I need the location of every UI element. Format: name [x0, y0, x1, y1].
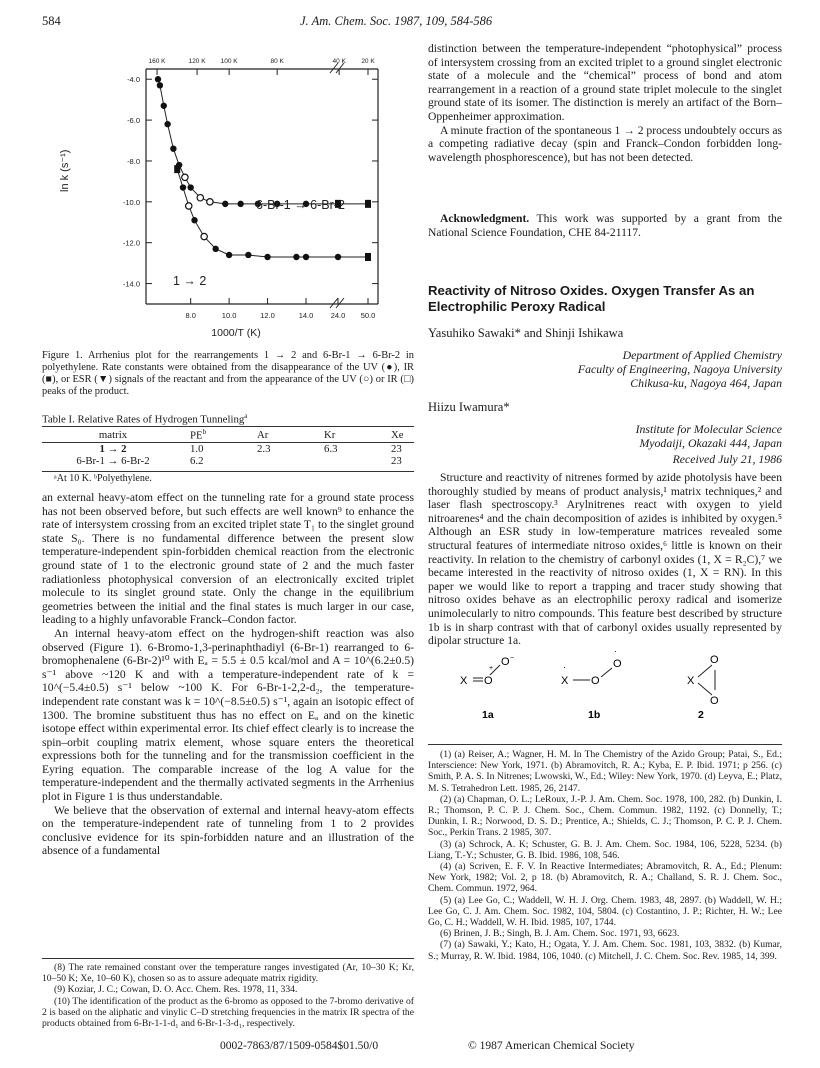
data-point-filled [293, 254, 299, 260]
affiliation-2 [428, 422, 782, 466]
data-point-ir [174, 165, 180, 173]
received-date: Received July 21, 1986 [672, 452, 782, 466]
authors-2: Hiizu Iwamura* [428, 400, 510, 414]
data-point-filled [264, 254, 270, 260]
references [428, 749, 782, 962]
table-row [42, 443, 414, 455]
x-tick-label: 50.0 [360, 311, 376, 320]
y-tick-label: -4.0 [127, 75, 140, 85]
th-matrix: matrix [98, 428, 128, 441]
data-point-filled [226, 252, 232, 258]
table-cell: 6.3 [324, 443, 338, 455]
paragraph: distinction between the temperature-independent “photophysical” process of intersystem crossing from an excited triplet to a ground singlet electronic state of a molecule and the “chemical” process of bond and atom rearrangement in a reaction of a ground state triplet molecule to the singlet ground state of its isomer. The distinction is merely an artifact of the Born–Oppenheimer approximation. [428, 42, 782, 123]
footnote: (8) The rate remained constant over the temperature ranges investigated (Ar, 10–30 K; Kr, 10–50 K; Xe, 10–60 K), chosen so as to assure adequate matrix rigidity. [42, 962, 414, 985]
struct-x-1a: X [460, 675, 468, 687]
y-axis-label: ln k (s⁻¹) [59, 149, 71, 192]
journal-header: J. Am. Chem. Soc. 1987, 109, 584-586 [300, 14, 493, 28]
y-tick-label: -6.0 [127, 116, 140, 126]
data-point-filled [161, 103, 167, 109]
th-pe-sup: b [202, 428, 207, 436]
left-column-body [42, 491, 414, 858]
data-point-filled [180, 184, 186, 190]
reference: (4) (a) Scriven, E. F. V. In Reactive Intermediates; Abramovitch, R. A., Ed.; Plenum: New York, 1982; Vol. 2, p 18. (b) Abramovitch, R. A.; Challand, S. R. J. Chem. Soc., Chem. Commun. 1972, 964. [428, 861, 782, 895]
affiliation-1 [428, 348, 782, 390]
reference: (3) (a) Schrock, A. K; Schuster, G. B. J. Am. Chem. Soc. 1984, 106, 5228, 5234. (b) Liang, T.-Y.; Schuster, G. B. Ibid. 1986, 108, 546. [428, 838, 782, 861]
table-cell: 1 → 2 [99, 443, 127, 455]
data-point-filled [335, 254, 341, 260]
ack-heading: Acknowledgment. [440, 212, 530, 225]
top-tick-label: 80 K [270, 58, 284, 65]
table-cell [251, 455, 318, 467]
top-tick-label: 160 K [148, 58, 166, 65]
affiliation-line: Chikusa-ku, Nagoya 464, Japan [630, 376, 782, 390]
reference: (7) (a) Sawaki, Y.; Kato, H.; Ogata, Y. J. Am. Chem. Soc. 1981, 103, 3832. (b) Kumar, S.; Murray, R. W. Ibid. 1984, 106, 1040. (c) Mitchell, J. C. Chem. Soc. Rev. 1985, 14, 399. [428, 939, 782, 962]
left-footnotes [42, 962, 414, 1029]
table-title-sup: a [244, 412, 248, 420]
table-row [42, 455, 414, 467]
data-point-filled [237, 201, 243, 207]
paragraph: A minute fraction of the spontaneous 1 → 2 process undoubtely occurs as a competing radiative decay (spin and Franck–Condon forbidden long-wavelength phosphorescence), but has not been detected. [428, 123, 782, 164]
struct-dot2-1b: · [614, 646, 617, 656]
table-cell: 1.0 [190, 443, 204, 455]
data-point-filled [155, 76, 161, 82]
footer-copyright: © 1987 American Chemical Society [468, 1040, 635, 1052]
paragraph: We believe that the observation of external and internal heavy-atom effects on the temperature-independent rate of tunneling from 1 to 2 provides conclusive evidence for its spin-forbidden nature and an illustration of the absence of a fundamental [42, 803, 414, 858]
y-tick-label: -12.0 [122, 238, 140, 248]
table-cell: 6-Br-1 → 6-Br-2 [76, 455, 150, 467]
th-xe: Xe [391, 428, 404, 441]
x-tick-label: 8.0 [185, 311, 196, 320]
figure-1 [48, 42, 413, 347]
ack-text: This work was supported by a grant from the National Science Foundation, CHE 84-21117. [428, 212, 782, 239]
affiliation-line: Faculty of Engineering, Nagoya University [577, 362, 782, 376]
struct-o2-2: O [710, 695, 719, 707]
structure-drawings [428, 632, 782, 722]
struct-o-1b: O [591, 675, 600, 687]
data-point-filled [157, 82, 163, 88]
table-1 [42, 428, 414, 442]
top-tick-label: 40 K [332, 58, 346, 65]
struct-charge-1a: + [489, 665, 494, 672]
article-title: Reactivity of Nitroso Oxides. Oxygen Transfer As an Electrophilic Peroxy Radical [428, 283, 755, 314]
series-line-2 [177, 169, 368, 257]
x-tick-label: 24.0 [330, 311, 346, 320]
struct-label-1b: 1b [588, 709, 601, 721]
curve-label-6br: 6-Br-1 → 6-Br-2 [256, 198, 345, 212]
x-axis-label: 1000/T (K) [211, 327, 261, 339]
data-point-ir [365, 200, 371, 208]
table-cell: 6.2 [190, 455, 204, 467]
struct-o-1a: O [484, 675, 493, 687]
paragraph: Structure and reactivity of nitrenes formed by azide photolysis have been thoroughly studied by means of product analysis,¹ matrix techniques,² and laser flash spectroscopy.³ Arylnitrenes react with oxygen to yield nitroarenes⁴ and the chain decomposition of azides is inhibited by oxygen.⁵ Although an ESR study in low-temperature matrices revealed some structural features of intermediate nitroso oxides,⁶ little is known on their reactivity. In relation to the chemistry of carbonyl oxides (1, X = R₂C),⁷ we became interested in the reactivity of nitroso oxides (1, X = RN). In this paper we would like to report a trapping and tracer study showing that nitroso oxides behave as an electrophilic peroxy radical and isomerize unimolecularly to nitro compounds. This feature best described by structure 1b is in sharp contrast with that of carbonyl oxides usually represented by dipolar structure 1a. [428, 471, 782, 648]
structures [428, 632, 782, 722]
data-point-open [186, 203, 192, 209]
top-tick-label: 20 K [361, 58, 375, 65]
data-point-filled [170, 145, 176, 151]
reference: (2) (a) Chapman, O. L.; LeRoux, J.-P. J. Am. Chem. Soc. 1978, 100, 282. (b) Dunkin, I. R.; Thomson, P. C. P. J. Chem. Soc., Chem. Commun. 1982, 1192. (c) Donnelly, T.; Dunkin, I. R.; Norwood, D. S. D.; Prentice, A.; Shields, C. J.; Thomson, P. C. P. J. Chem. Soc., Perkin Trans. 2 1985, 307. [428, 793, 782, 839]
table-cell: 2.3 [257, 443, 271, 455]
table-body [42, 443, 414, 467]
paragraph: An internal heavy-atom effect on the hydrogen-shift reaction was also observed (Figure 1). 6-Bromo-1,3-perinaphthadiyl (6-Br-1) rearranged to 6-bromophenalene (6-Br-2)¹⁰ with Eₐ = 5.5 ± 0.5 kcal/mol and A = 10^(6.2±0.5) s⁻¹ above ~120 K and with a temperature-independent rate of k = 10^(−5.4±0.5) s⁻¹ below ~100 K. For 6-Br-1-2,2-d₂, the temperature-independent rate constant was k = 10^(−8.5±0.5) s⁻¹, again an isotopic effect of 1300. The bromine substituent thus has no effect on Eₐ and on the kinetic isotope effect within experimental error. Its chief effect clearly is to increase the spin–orbit coupling matrix element, whose square enters the theoretical expressions both for the tunneling and for the transmission coefficient in the Eyring equation. The comparable increase of the log A value for the temperature-independent and the thermally activated segments in the Arrhenius plot in Figure 1 is thus understandable. [42, 626, 414, 804]
x-tick-label: 14.0 [298, 311, 314, 320]
th-pe-text: PE [190, 429, 203, 442]
table-cell: 23 [391, 455, 402, 467]
footnote: (9) Koziar, J. C.; Cowan, D. O. Acc. Chem. Res. 1978, 11, 334. [54, 984, 298, 996]
right-column-top [428, 42, 782, 164]
table-header-row [42, 428, 414, 442]
y-tick-label: -8.0 [127, 156, 140, 166]
acknowledgment [428, 212, 782, 239]
struct-o-2: O [710, 654, 719, 666]
table-rule-bottom [42, 471, 414, 472]
data-point-ir [365, 253, 371, 261]
authors-1: Yasuhiko Sawaki* and Shinji Ishikawa [428, 326, 624, 340]
data-point-open [182, 174, 188, 180]
th-kr: Kr [324, 428, 336, 441]
affiliation-line: Myodaiji, Okazaki 444, Japan [639, 436, 782, 450]
references-rule [428, 744, 782, 745]
data-point-filled [164, 121, 170, 127]
th-ar: Ar [257, 428, 269, 441]
struct-o2-1a: O [501, 656, 510, 668]
y-tick-label: -14.0 [122, 279, 140, 289]
table-footnote: ᵃAt 10 K. ᵇPolyethylene. [54, 473, 152, 484]
data-point-filled [245, 252, 251, 258]
paragraph: an external heavy-atom effect on the tunneling rate for a ground state process has not been observed before, but such effects are well known⁹ to enhance the rate of intersystem crossing from an excited triplet state T₁ to the singlet ground state S₀. There is no fundamental difference between the present slow temperature-independent spin-forbidden chemical reaction from the electronic ground state of 1 to the electronic ground state of 2 and the much faster radiationless photophysical conversion of an electronically excited triplet molecule to its singlet ground state. Only the change in the equilibrium geometries between the initial and the final states is much larger in our case, leading to a highly unfavorable Franck–Condon factor. [42, 491, 414, 627]
struct-x-2: X [687, 675, 695, 687]
footnote-rule [42, 958, 414, 959]
reference: (6) Brinen, J. B.; Singh, B. J. Am. Chem. Soc. 1971, 93, 6623. [440, 928, 680, 940]
reference: (1) (a) Reiser, A.; Wagner, H. M. In The Chemistry of the Azido Group; Patai, S., Ed.; Interscience: New York, 1971. (b) Abramovitch, R. A.; Kyba, E. P. Ibid. 1971; p 256. (c) Smith, P. A. S. In Nitrenes; Lwowski, W., Ed.; Wiley: New York, 1970. (d) Leyva, E.; Platz, M. S. Tetrahedron Lett. 1985, 26, 2147. [428, 749, 782, 794]
footer-code: 0002-7863/87/1509-0584$01.50/0 [220, 1040, 379, 1052]
data-point-open [197, 195, 203, 201]
top-tick-label: 100 K [220, 58, 238, 65]
struct-charge2-1a: − [510, 655, 515, 662]
x-axis-break [330, 298, 344, 308]
struct-label-2: 2 [698, 709, 704, 721]
y-tick-label: -10.0 [122, 197, 140, 207]
table-title [42, 412, 247, 426]
struct-dot-1b: · [563, 662, 566, 672]
affiliation-line: Institute for Molecular Science [635, 422, 782, 436]
table-rule-top [42, 426, 414, 427]
top-tick-label: 120 K [188, 58, 206, 65]
x-tick-label: 12.0 [260, 311, 275, 320]
struct-label-1a: 1a [482, 709, 494, 721]
table-title-text: Table I. Relative Rates of Hydrogen Tunneling [42, 413, 245, 426]
figure-caption: Figure 1. Arrhenius plot for the rearrangements 1 → 2 and 6-Br-1 → 6-Br-2 in polyethylene. Rate constants were obtained from the disappearance of the UV (●), IR (■), or ESR (▼) signals of the reactant and from the appearance of the UV (○) or IR (□) peaks of the product. [42, 350, 414, 397]
table-cell: 23 [391, 443, 402, 455]
struct-x-1b: X [561, 675, 569, 687]
page-number: 584 [42, 14, 61, 28]
data-point-filled [191, 217, 197, 223]
data-point-filled [303, 254, 309, 260]
right-column-body [428, 471, 782, 648]
affiliation-line: Department of Applied Chemistry [622, 348, 782, 362]
table-cell [318, 455, 385, 467]
reference: (5) (a) Lee Go, C.; Waddell, W. H. J. Org. Chem. 1983, 48, 2897. (b) Waddell, W. H.; Lee Go, C. J. Am. Chem. Soc. 1982, 104, 5804. (c) Costantino, J. P.; Richter, H. W.; Lee Go, C. H.; Waddell, W. H. Ibid. 1985, 107, 1744. [428, 894, 782, 929]
struct-o2-1b: O [613, 658, 622, 670]
data-point-filled [212, 246, 218, 252]
footnote: (10) The identification of the product as the 6-bromo as opposed to the 7-bromo derivative of 2 is based on the aliphatic and vinylic C–D stretching frequencies in the matrix IR spectra of the products obtained from 6-Br-1-1-d₁ and 6-Br-1-3-d₁, respectively. [42, 995, 414, 1030]
data-point-filled [187, 184, 193, 190]
th-pe [184, 428, 251, 442]
x-tick-label: 10.0 [221, 311, 237, 320]
data-point-open [207, 199, 213, 205]
data-point-filled [222, 201, 228, 207]
data-point-open [201, 233, 207, 239]
curve-label-1-2: 1 → 2 [173, 274, 207, 288]
arrhenius-plot [48, 42, 413, 347]
